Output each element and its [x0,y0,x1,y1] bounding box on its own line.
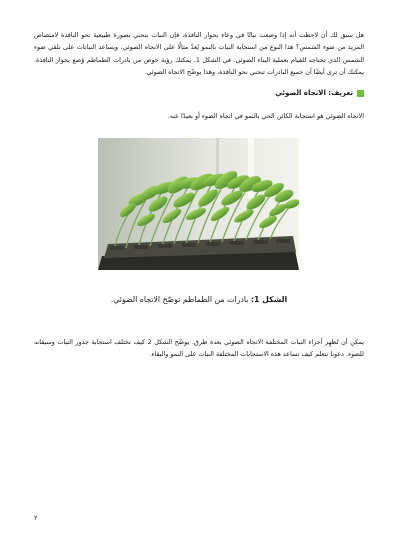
definition-text: الاتجاه الضوئي هو استجابة الكائن الحي بالنمو في اتجاه الضوء أو بعيدًا عنه. [167,112,364,120]
tomato-seedlings-photo [98,138,299,270]
closing-paragraph: يمكن أن تُظهِر أجزاء النبات المختلفة الاتجاه الضوئي بعدة طرق. يوضّح الشكل 2 كيف تختلف استجابة جذور النبات وسيقانه للضوء. دعونا نتعلم كيف تساعد هذه الاستجابات المختلفة النبات على النمو والبقاء. [34,338,364,359]
intro-paragraph: هل سبق لك أن لاحظت أنه إذا وضعت نباتًا في وعاء بجوار النافذة، فإن النبات ينحني بصورة طبيعية نحو النافذة لامتصاص المزيد من ضوء الشمس؟ هذا النوع من استجابة النبات بالنمو يُعدّ مثالًا على الاتجاه الضوئي، ويساعد النباتات على تلقي ضوء الشمس الذي تحتاجه للقيام بعملية البناء الضوئي. في الشكل 1، يمكنك رؤية حوض من بادرات الطماطم وُضع بجوار النافذة. يمكنك أن ترى أيضًا أن جميع البادرات تنحني نحو النافذة، وهذا يوضّح الاتجاه الضوئي. [34,31,364,76]
definition-heading-text: تعريف: الاتجاه الضوئي [275,89,353,97]
definition-heading [34,87,364,99]
page-number: ٢ [34,514,38,522]
green-square-bullet-icon [357,90,364,97]
figure-caption-text: بادرات من الطماطم توضّح الاتجاه الضوئي. [110,295,251,304]
figure-caption [34,294,364,306]
figure-label: الشكل 1: [250,295,288,304]
